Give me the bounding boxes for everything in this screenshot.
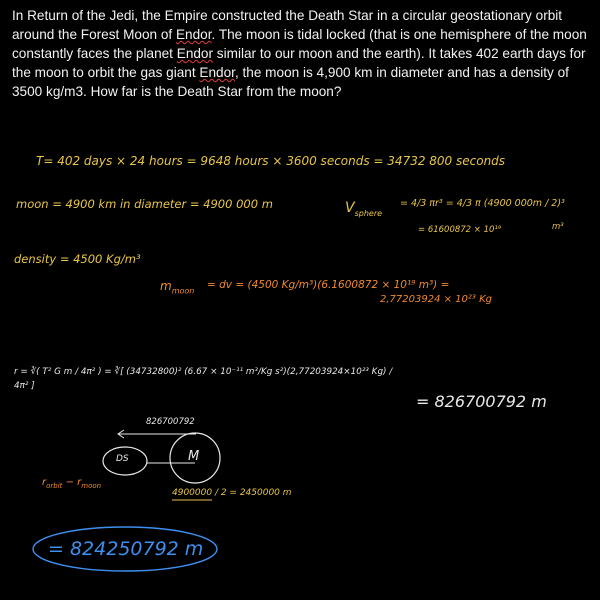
half-diameter: 4900000 / 2 = 2450000 m: [172, 488, 292, 498]
r-orbit-minus-r-moon: [42, 477, 101, 490]
r-minus: − r: [62, 477, 82, 488]
vsphere-result: = 61600872 × 10¹⁹: [418, 225, 502, 235]
mass-formula: = dv = (4500 Kg/m³)(6.1600872 × 10¹⁹ m³) =: [207, 279, 450, 291]
mass-result: 2,77203924 × 10²³ Kg: [380, 294, 493, 305]
vsphere-sub: sphere: [354, 208, 383, 218]
diagram-distance-label: 826700792: [146, 417, 195, 427]
mass-m: m: [160, 279, 172, 293]
problem-text-2: . The moon is tidal locked (that is one hemisphere of the moon constantly faces the planet: [12, 27, 587, 61]
endor-word-3: Endor: [199, 65, 235, 80]
death-star-label: DS: [116, 454, 129, 464]
mass-sub: moon: [171, 286, 195, 296]
r-moon-sub: moon: [81, 482, 102, 490]
vsphere-formula: = 4/3 πr³ = 4/3 π (4900 000m / 2)³: [400, 198, 565, 209]
problem-text-1: In Return of the Jedi, the Empire constructed the Death Star in a circular geostationary orbit around the Forest Moon of: [12, 8, 563, 42]
vsphere-v: V: [345, 200, 355, 216]
problem-text-3: similar to our moon and the earth). It takes 402 earth days for the moon to orbit the gas giant: [12, 46, 586, 80]
final-answer: = 824250792 m: [48, 538, 204, 560]
moon-diameter: moon = 4900 km in diameter = 4900 000 m: [16, 197, 273, 211]
r-orbit-r: r: [42, 477, 47, 488]
r-result: = 826700792 m: [416, 392, 547, 411]
endor-word-2: Endor: [176, 46, 214, 61]
problem-text-4: , the moon is 4,900 km in diameter and has a density of 3500 kg/m3. How far is the Death Star from the moon?: [12, 65, 569, 99]
vsphere-unit: m³: [552, 222, 564, 232]
moon-label: M: [188, 449, 200, 464]
r-formula: r = ∛( T² G m / 4π² ) = ∛[ (34732800)² (6.67 × 10⁻¹¹ m³/Kg s²)(2,77203924×10²³ Kg) / 4π² ]: [14, 367, 393, 391]
r-orbit-sub: orbit: [46, 482, 63, 490]
density: density = 4500 Kg/m³: [14, 252, 141, 266]
endor-word-1: Endor: [175, 27, 212, 42]
period-calculation: T= 402 days × 24 hours = 9648 hours × 3600 seconds = 34732 800 seconds: [36, 154, 506, 168]
